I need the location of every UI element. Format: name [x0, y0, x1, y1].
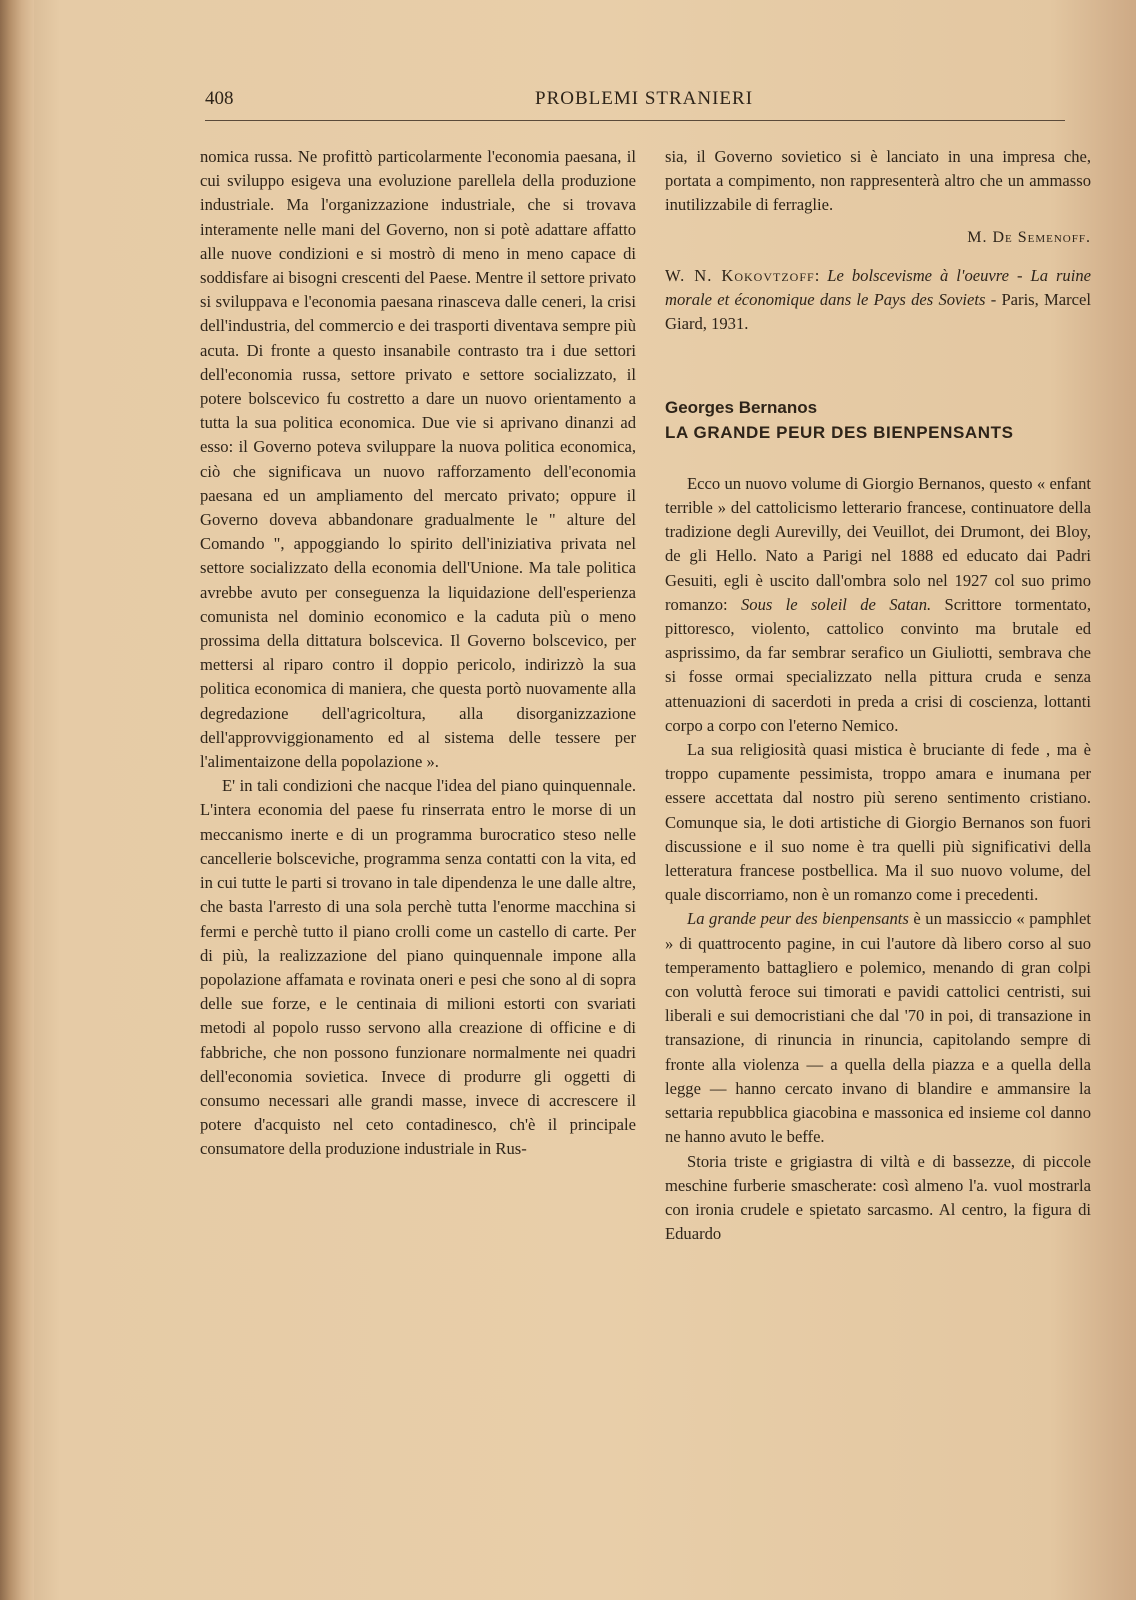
article-signature	[665, 226, 1091, 250]
review-p1-rest: Scrittore tormentato, pittoresco, violento, cattolico convinto ma brutale ed asprissimo, da far sembrar serafico un Giuliotti, sembrava che si fosse ormai specializzato nella pittura cruda e senza attenuazioni di sacerdoti in preda a crisi di coscienza, lottanti corpo a corpo con l'eterno Nemico.	[665, 594, 1092, 735]
article-continuation: sia, il Governo sovietico si è lanciato in una impresa che, portata a compimento, non rappresenterà altro che un ammasso inutilizzabile di ferraglie.	[665, 147, 1091, 215]
review-paragraph-4: Storia triste e grigiastra di viltà e di bassezze, di piccole meschine furberie smascherate: così almeno l'a. vuol mostrarla con ironia crudele e spietato sarcasmo. Al centro, la figura di Eduardo	[665, 1151, 1091, 1244]
right-column	[665, 145, 1091, 1246]
review-p1-italic: Sous le soleil de Satan.	[741, 594, 932, 614]
header-rule	[205, 120, 1065, 121]
left-paragraph-1: nomica russa. Ne profittò particolarmente l'economia paesana, il cui sviluppo esigeva una evoluzione parellela della produzione industriale. Ma l'organizzazione industriale, che si trovava interamente nelle mani del Governo, non si potè adattare affatto alle nuove condizioni e si mostrò di meno in meno capace di soddisfare ai bisogni crescenti del Paese. Mentre il settore privato si sviluppava e l'economia paesana rinasceva dalle ceneri, la crisi dell'industria, del commercio e dei trasporti diventava sempre più acuta. Di fronte a questo insanabile contrasto tra i due settori dell'economia russa, settore privato e settore socializzato, il potere bolscevico fu costretto a dare un nuovo orientamento a tutta la sua politica economica. Due vie si aprivano dinanzi ad esso: il Governo poteva sviluppare la nuova politica economica, ciò che significava un nuovo rafforzamento dell'economia paesana ed un ampliamento del mercato privato; oppure il Governo doveva abbandonare gradualmente le " alture del Comando ", appoggiando lo spirito dell'iniziativa privata nel settore socializzato della economia dell'Unione. Ma tale politica avrebbe avuto per conseguenza la liquidazione dell'esperienza comunista nel dominio economico e la caduta più o meno prossima della dittatura bolscevica. Il Governo bolscevico, per mettersi al riparo contro il doppio pericolo, indirizzò la sua politica economica di maniera, che questa portò nuovamente alla degredazione dell'agricoltura, alla disorganizzazione dell'approvviggionamento ed al sistema delle tessere per l'alimentaizone della popolazione ».	[200, 147, 636, 772]
running-title: PROBLEMI STRANIERI	[535, 88, 754, 109]
page-gutter	[0, 0, 34, 1600]
running-head	[205, 88, 1065, 118]
review-title: LA GRANDE PEUR DES BIENPENSANTS	[665, 422, 1014, 442]
book-separator: :	[814, 265, 828, 285]
review-paragraph-1	[665, 472, 1091, 738]
review-p3-italic: La grande peur des bienpensants	[687, 909, 909, 929]
review-paragraph-3	[665, 907, 1091, 1149]
book-title: Le bolscevisme à l'oeuvre - La ruine morale et économique dans le Pays des Soviets	[665, 265, 1091, 309]
review-p1-text: Ecco un nuovo volume di Giorgio Bernanos, questo « enfant terrible » del cattolicismo letterario francese, continuatore della tradizione degli Aurevilly, dei Veuillot, dei Drumont, dei Bloy, de gli Hello. Nato a Parigi nel 1888 ed educato dai Padri Gesuiti, egli è uscito dall'ombra solo nel 1927 col suo primo romanzo:	[665, 473, 1091, 614]
book-reference	[665, 264, 1091, 336]
page-number: 408	[205, 88, 234, 109]
left-paragraph-2: E' in tali condizioni che nacque l'idea del piano quinquennale. L'intera economia del paese fu rinserrata entro le morse di un meccanismo inerte e di un programma burocratico steso nelle cancellerie bolsceviche, programma senza contatti con la vita, ed in cui tutte le parti si trovano in tale dipendenza le une dalle altre, che basta l'arresto di una sola perchè tutta l'enorme macchina si fermi e perchè tutto il piano crolli come un castello di carte. Per di più, la realizzazione del piano quinquennale impone alla popolazione affamata e rovinata oneri e pesi che sono al di sopra delle sue forze, e le centinaia di milioni estorti con svariati metodi al popolo russo servono alla creazione di officine e di fabbriche, che non possono funzionare normalmente nei quadri dell'economia sovietica. Invece di produrre gli oggetti di consumo necessari alle grandi masse, invece di accrescere il potere d'acquisto nel ceto contadinesco, ch'è il principale consumatore della produzione industriale in Rus-	[200, 776, 636, 1159]
review-p3-text: è un massiccio « pamphlet » di quattrocento pagine, in cui l'autore dà libero corso al suo temperamento battagliero e polemico, menando di gran colpi con voluttà feroce sui timorati e pavidi cattolici centristi, sui liberali e sui democristiani che dal '70 in poi, di transazione in transazione, di rinuncia in rinuncia, capitolando sempre di fronte alla violenza — a quella della piazza e a quella della legge — hanno cercato invano di blandire e ammansire la settaria repubblica giacobina e massonica ed insieme col danno ne hanno avuto le beffe.	[665, 909, 1091, 1147]
review-author: Georges Bernanos	[665, 397, 818, 417]
signature-name: M. De Semenoff.	[967, 228, 1091, 246]
left-column	[200, 145, 636, 1162]
book-publisher: - Paris, Marcel Giard, 1931.	[665, 289, 1092, 333]
book-author: W. N. Kokovtzoff	[665, 265, 815, 285]
review-paragraph-2: La sua religiosità quasi mistica è bruciante di fede , ma è troppo cupamente pessimista, troppo amara e inumana per essere accettata dal nostro più sereno sentimento cristiano. Comunque sia, le doti artistiche di Giorgio Bernanos son fuori discussione e il suo nome è tra quelli più significativi della letteratura francese postbellica. Ma il suo nuovo volume, del quale discorriamo, non è un romanzo come i precedenti.	[665, 740, 1091, 905]
